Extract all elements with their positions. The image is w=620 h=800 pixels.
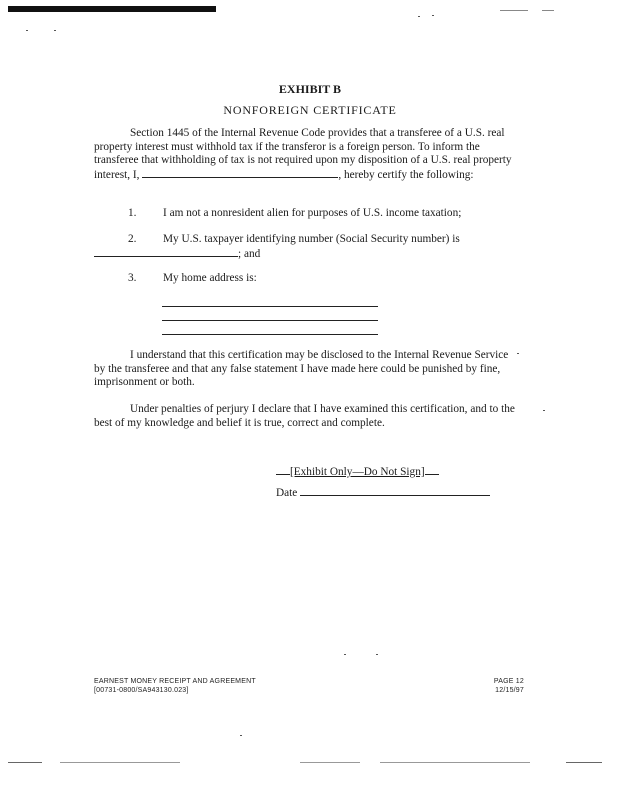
item-text: My home address is: <box>163 272 257 284</box>
intro-paragraph <box>94 127 518 182</box>
footer-doc-title: EARNEST MONEY RECEIPT AND AGREEMENT <box>94 678 256 685</box>
scan-speck <box>432 15 434 16</box>
address-line <box>162 334 378 335</box>
footer-right <box>488 677 524 695</box>
item-suffix: ; and <box>238 248 261 260</box>
item-number: 2. <box>128 233 137 245</box>
scan-speck <box>500 10 528 11</box>
footer-page-number: PAGE 12 <box>493 678 524 685</box>
address-line <box>162 320 378 321</box>
scan-noise <box>8 762 42 763</box>
address-line <box>162 306 378 307</box>
certificate-subtitle: NONFOREIGN CERTIFICATE <box>223 103 397 117</box>
scan-speck <box>26 30 28 31</box>
footer-date: 12/15/97 <box>495 687 524 694</box>
date-line <box>276 486 490 501</box>
footer-doc-id: [00731-0800/SA943130.023] <box>94 687 189 694</box>
scan-noise <box>380 762 530 763</box>
item-number: 1. <box>128 207 137 219</box>
scan-noise <box>300 762 360 763</box>
scan-header-fragment <box>266 4 290 12</box>
disclosure-paragraph <box>94 349 518 390</box>
footer-left <box>94 677 256 695</box>
item-number: 3. <box>128 272 137 284</box>
intro-text-end: , hereby certify the following: <box>338 168 474 181</box>
perjury-text: Under penalties of perjury I declare that I have examined this certification, and to the best of my knowledge and belief it is true, correct and complete. <box>94 403 515 429</box>
scan-speck <box>543 410 545 411</box>
scan-speck <box>54 30 56 31</box>
scan-noise <box>60 762 180 763</box>
scan-speck <box>418 16 420 17</box>
signature-placeholder: [Exhibit Only—Do Not Sign] <box>290 466 425 478</box>
item-text: I am not a nonresident alien for purposes of U.S. income taxation; <box>163 207 462 219</box>
scan-noise <box>566 762 602 763</box>
scan-artifact-bar <box>8 6 216 12</box>
scan-speck <box>240 735 242 736</box>
exhibit-title: EXHIBIT B <box>278 82 342 96</box>
ssn-line <box>94 247 394 262</box>
disclosure-text: I understand that this certification may be disclosed to the Internal Revenue Service by the transferee and that any false statement I have made here could be punished by fine, imprisonment or both. <box>94 349 509 388</box>
date-blank <box>300 486 490 496</box>
signature-line <box>276 465 439 480</box>
scan-speck <box>376 654 378 655</box>
scan-speck <box>344 654 346 655</box>
intro-text: Section 1445 of the Internal Revenue Code provides that a transferee of a U.S. real property interest must withhold tax if the transferor is a foreign person. To inform the transferee that withholding of tax is not required upon my disposition of a U.S. real property interest, I, <box>94 127 512 181</box>
date-label: Date <box>276 487 298 499</box>
name-blank <box>142 168 338 178</box>
perjury-paragraph <box>94 403 518 430</box>
scan-speck <box>542 10 554 11</box>
ssn-blank <box>94 247 238 257</box>
item-text: My U.S. taxpayer identifying number (Social Security number) is <box>163 233 460 245</box>
